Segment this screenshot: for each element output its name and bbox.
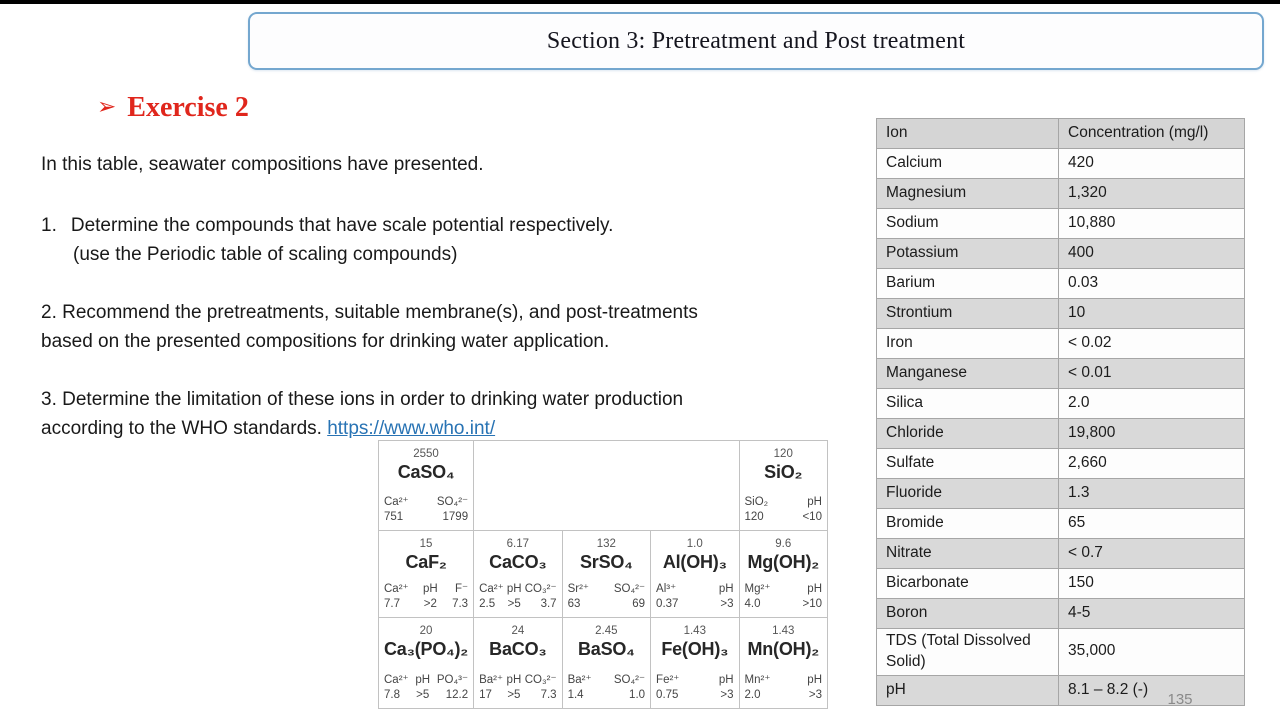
ion-amount: 4.0: [744, 598, 761, 611]
ion-details: [384, 582, 468, 612]
ion-name: TDS (Total Dissolved Solid): [877, 629, 1059, 676]
row-fluoride: [877, 479, 1245, 509]
ion-species: PO₄³⁻: [436, 674, 469, 687]
row-sulfate: [877, 449, 1245, 479]
row-tds: [877, 629, 1245, 676]
compound-value: 6.17: [506, 538, 530, 550]
ion-amount: >2: [423, 598, 437, 611]
ion-name: Boron: [877, 599, 1059, 629]
ion-value: 10,880: [1059, 209, 1245, 239]
compound-value: 2550: [413, 448, 439, 460]
compound-formula: CaSO₄: [397, 462, 455, 482]
cell-aloh3: [651, 531, 739, 618]
ion-details: [384, 495, 468, 525]
ion-amount: 751: [384, 511, 404, 524]
ion-species: pH: [415, 674, 431, 687]
ion-amount: 7.3: [452, 598, 469, 611]
item2-line2: based on the presented compositions for drinking water application.: [41, 331, 610, 352]
ion-value: 19,800: [1059, 419, 1245, 449]
compound-formula: Ca₃(PO₄)₂: [384, 639, 469, 659]
row-sodium: [877, 209, 1245, 239]
ion-name: Nitrate: [877, 539, 1059, 569]
ion-amount: 1799: [442, 511, 469, 524]
ion-amount: 7.8: [384, 689, 400, 702]
compound-formula: Al(OH)₃: [662, 552, 727, 572]
ion-species: Ba²⁺: [567, 674, 592, 687]
ion-species: CO₃²⁻: [524, 674, 557, 687]
ion-species: Mn²⁺: [744, 674, 771, 687]
ion-value: 1,320: [1059, 179, 1245, 209]
ion-amount: 2.0: [744, 689, 761, 702]
ion-amount: 3.7: [540, 598, 557, 611]
empty-cell: [474, 441, 739, 531]
ion-amount: 63: [567, 598, 581, 611]
ion-details: [745, 495, 822, 525]
ion-amount: 7.7: [384, 598, 400, 611]
cell-sio2: [740, 441, 828, 531]
ion-species: pH: [807, 583, 822, 596]
ion-value: 150: [1059, 569, 1245, 599]
ion-species: SO₄²⁻: [613, 583, 646, 596]
ion-value: < 0.02: [1059, 329, 1245, 359]
ion-species: Mg²⁺: [744, 583, 771, 596]
ion-species: pH: [506, 674, 522, 687]
cell-baco3: [474, 618, 562, 709]
compound-value: 9.6: [775, 538, 792, 550]
row-bicarbonate: [877, 569, 1245, 599]
row-silica: [877, 389, 1245, 419]
ion-amount: >3: [720, 598, 734, 611]
compound-formula: Mg(OH)₂: [747, 552, 820, 572]
ion-name: Barium: [877, 269, 1059, 299]
compound-value: 1.0: [686, 538, 703, 550]
row-strontium: [877, 299, 1245, 329]
ion-amount: 1.4: [567, 689, 584, 702]
ion-details: [568, 582, 645, 612]
intro-text: In this table, seawater compositions have presented.: [41, 154, 484, 175]
ion-value: 65: [1059, 509, 1245, 539]
ion-value: 0.03: [1059, 269, 1245, 299]
ion-species: Ba²⁺: [479, 674, 504, 687]
ion-details: [656, 673, 733, 703]
body-text: [41, 150, 841, 443]
row-chloride: [877, 419, 1245, 449]
ion-amount: 69: [632, 598, 646, 611]
ion-species: pH: [718, 583, 734, 596]
cell-caf2: [379, 531, 474, 618]
cell-mgoh2: [740, 531, 828, 618]
row-magnesium: [877, 179, 1245, 209]
ion-details: [745, 673, 822, 703]
ion-details: [384, 673, 468, 703]
list-item-3: [41, 385, 841, 443]
ion-species: SiO₂: [744, 496, 769, 509]
cell-feoh3: [651, 618, 739, 709]
exercise-heading: [97, 92, 249, 124]
list-item-1: [41, 211, 841, 269]
item1-number: 1.: [41, 215, 57, 236]
row-potassium: [877, 239, 1245, 269]
ion-species: Sr²⁺: [567, 583, 589, 596]
ion-name: Magnesium: [877, 179, 1059, 209]
ion-amount: 120: [744, 511, 764, 524]
row-manganese: [877, 359, 1245, 389]
ion-amount: 12.2: [445, 689, 469, 702]
compound-formula: SiO₂: [764, 462, 803, 482]
ion-name: Calcium: [877, 149, 1059, 179]
ion-species: Ca²⁺: [479, 583, 504, 596]
ion-amount: 17: [479, 689, 492, 702]
ion-amount: >3: [720, 689, 734, 702]
ion-name: Sulfate: [877, 449, 1059, 479]
who-link[interactable]: https://www.who.int/: [327, 418, 496, 439]
cell-mnoh2: [740, 618, 828, 709]
cell-ca3po42: [379, 618, 474, 709]
ion-value: < 0.7: [1059, 539, 1245, 569]
ion-amount: >10: [802, 598, 822, 611]
ion-details: [656, 582, 733, 612]
compound-formula: Fe(OH)₃: [661, 639, 729, 659]
ion-amount: >3: [808, 689, 822, 702]
scaling-compounds-table: [378, 440, 828, 709]
top-edge-bar: [0, 0, 1280, 4]
ion-amount: >5: [416, 689, 430, 702]
ion-species: pH: [423, 583, 438, 596]
ion-value: 420: [1059, 149, 1245, 179]
cell-caso4: [379, 441, 474, 531]
compound-formula: CaCO₃: [489, 552, 547, 572]
ion-name: Strontium: [877, 299, 1059, 329]
ion-value: 35,000: [1059, 629, 1245, 676]
ion-species: pH: [807, 674, 822, 687]
ion-amount: 7.3: [540, 689, 557, 702]
compound-formula: CaF₂: [405, 552, 447, 572]
ion-name: Iron: [877, 329, 1059, 359]
compound-value: 15: [419, 538, 433, 550]
ion-species: Ca²⁺: [384, 583, 409, 596]
row-bromide: [877, 509, 1245, 539]
item3-line2: according to the WHO standards.: [41, 418, 322, 439]
ion-value: 400: [1059, 239, 1245, 269]
ion-name: Fluoride: [877, 479, 1059, 509]
compound-formula: BaCO₃: [489, 639, 547, 659]
row-barium: [877, 269, 1245, 299]
ion-species: Al³⁺: [656, 583, 677, 596]
ion-species: Fe²⁺: [656, 674, 680, 687]
ion-value: < 0.01: [1059, 359, 1245, 389]
ion-name: pH: [877, 675, 1059, 705]
ion-name: Manganese: [877, 359, 1059, 389]
compound-value: 1.43: [772, 625, 795, 637]
ion-details: [568, 673, 645, 703]
item2-line1: 2. Recommend the pretreatments, suitable membrane(s), and post-treatments: [41, 302, 698, 323]
seawater-composition-table: [876, 118, 1245, 706]
compound-value: 1.43: [683, 625, 706, 637]
ion-name: Bicarbonate: [877, 569, 1059, 599]
row-calcium: [877, 149, 1245, 179]
cell-baso4: [563, 618, 651, 709]
compound-value: 24: [511, 625, 525, 637]
ion-value: 2.0: [1059, 389, 1245, 419]
page-number: 135: [1167, 691, 1193, 708]
ion-species: Ca²⁺: [384, 496, 409, 509]
ion-amount: >5: [507, 689, 521, 702]
item1-text: Determine the compounds that have scale potential respectively.: [70, 215, 614, 236]
row-boron: [877, 599, 1245, 629]
table-header-row: [877, 119, 1245, 149]
compound-value: 20: [419, 625, 433, 637]
header-ion: Ion: [877, 119, 1059, 149]
ion-amount: 0.37: [656, 598, 679, 611]
ion-value: 10: [1059, 299, 1245, 329]
header-concentration: Concentration (mg/l): [1059, 119, 1245, 149]
ion-species: CO₃²⁻: [524, 583, 557, 596]
item3-line1: 3. Determine the limitation of these ions in order to drinking water production: [41, 389, 684, 410]
ion-details: [479, 582, 556, 612]
ion-details: [479, 673, 556, 703]
cell-srso4: [563, 531, 651, 618]
compound-formula: Mn(OH)₂: [747, 639, 820, 659]
ion-species: SO₄²⁻: [436, 496, 469, 509]
ion-name: Potassium: [877, 239, 1059, 269]
ion-amount: 0.75: [656, 689, 679, 702]
ion-amount: 1.0: [629, 689, 646, 702]
ion-species: F⁻: [454, 583, 469, 596]
ion-species: SO₄²⁻: [613, 674, 646, 687]
compound-formula: BaSO₄: [578, 639, 635, 659]
ion-species: Ca²⁺: [384, 674, 409, 687]
item1-note: (use the Periodic table of scaling compounds): [73, 244, 458, 265]
section-title: Section 3: Pretreatment and Post treatment: [546, 27, 966, 54]
ion-amount: 2.5: [479, 598, 496, 611]
ion-amount: >5: [507, 598, 521, 611]
exercise-title: Exercise 2: [127, 92, 249, 123]
ion-name: Sodium: [877, 209, 1059, 239]
ion-species: pH: [718, 674, 734, 687]
section-title-box: [248, 12, 1264, 70]
ion-amount: <10: [802, 511, 822, 524]
ion-species: pH: [506, 583, 522, 596]
ion-value: 4-5: [1059, 599, 1245, 629]
compound-value: 132: [596, 538, 616, 550]
ion-value: 8.1 – 8.2 (-): [1059, 675, 1245, 705]
compound-formula: SrSO₄: [580, 552, 633, 572]
row-nitrate: [877, 539, 1245, 569]
ion-species: pH: [807, 496, 822, 509]
row-iron: [877, 329, 1245, 359]
list-item-2: [41, 298, 841, 356]
ion-name: Silica: [877, 389, 1059, 419]
cell-caco3: [474, 531, 562, 618]
ion-value: 1.3: [1059, 479, 1245, 509]
arrow-bullet-icon: ➢: [97, 94, 117, 119]
ion-name: Bromide: [877, 509, 1059, 539]
ion-details: [745, 582, 822, 612]
compound-value: 2.45: [595, 625, 618, 637]
ion-name: Chloride: [877, 419, 1059, 449]
compound-value: 120: [773, 448, 793, 460]
ion-value: 2,660: [1059, 449, 1245, 479]
